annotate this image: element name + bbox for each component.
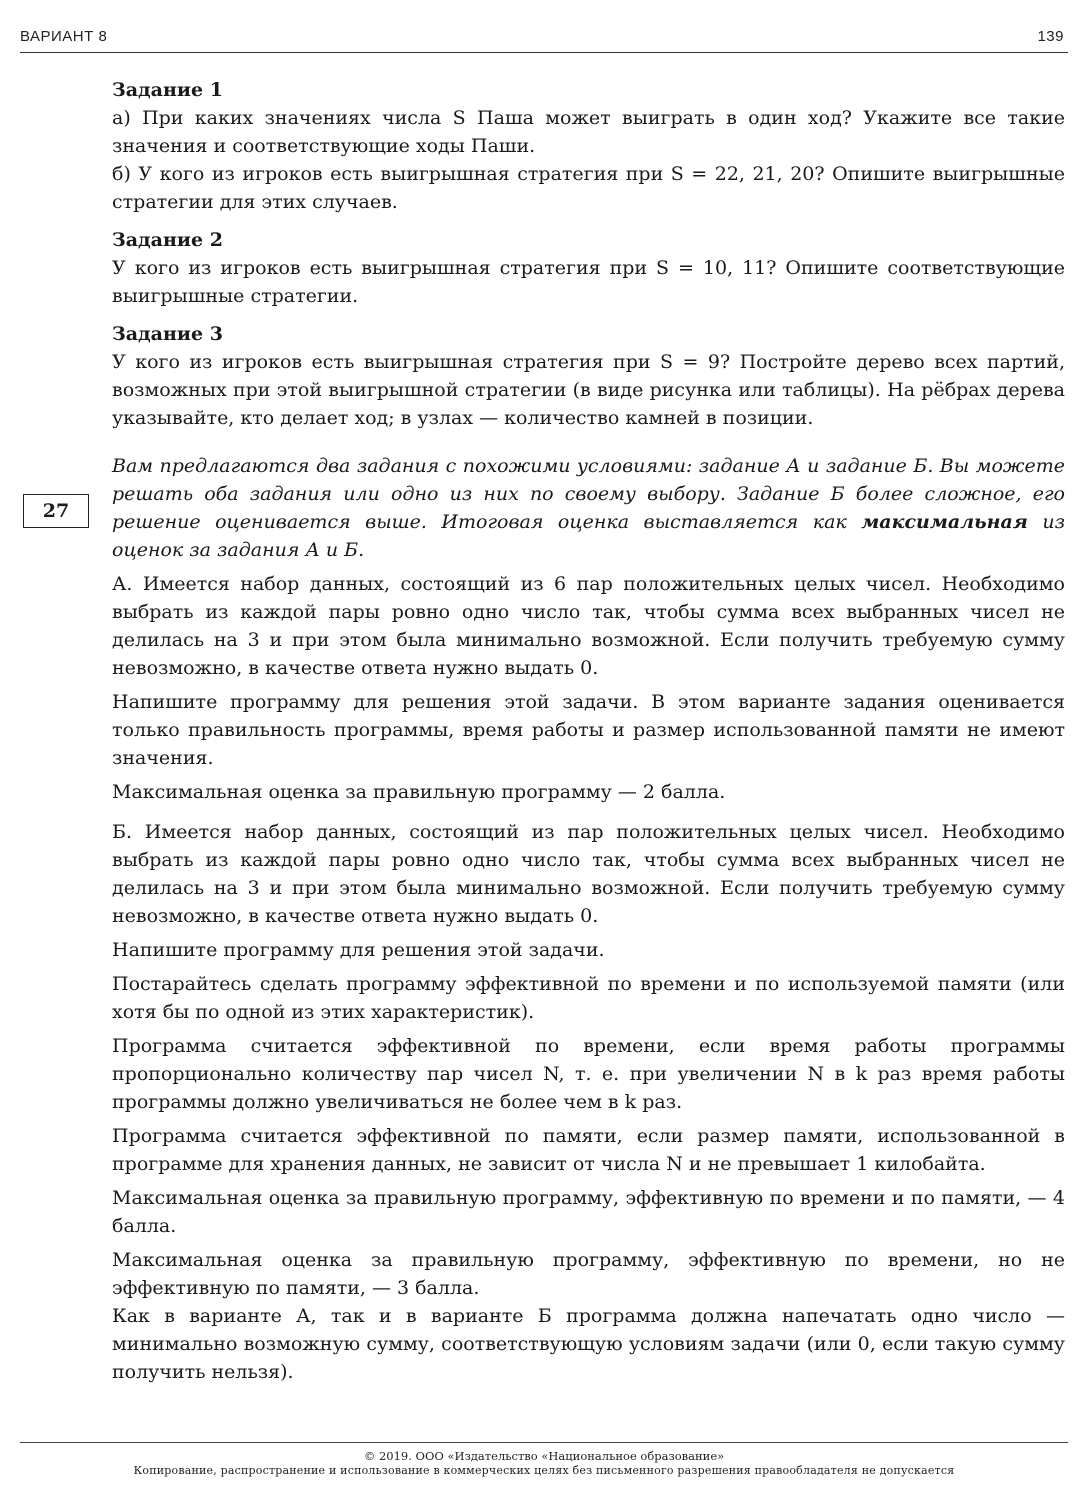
task-1	[112, 76, 1065, 216]
footer-copyright: © 2019. ООО «Издательство «Национальное образование»	[363, 1449, 725, 1463]
task-2-title: Задание 2	[112, 229, 223, 251]
task-1-line-b: б) У кого из игроков есть выигрышная стратегия при S = 22, 21, 20? Опишите выигрышные стратегии для этих случаев.	[112, 163, 1065, 213]
problem-27-para-8: Программа считается эффективной по памяти, если размер памяти, использованной в программе для хранения данных, не зависит от числа N и не превышает 1 килобайта.	[112, 1125, 1065, 1175]
task-1-line-a: а) При каких значениях числа S Паша может выиграть в один ход? Укажите все такие значения и соответствующие ходы Паши.	[112, 107, 1065, 157]
task-2-text: У кого из игроков есть выигрышная стратегия при S = 10, 11? Опишите соответствующие выигрышные стратегии.	[112, 257, 1065, 307]
task-2	[112, 226, 1065, 310]
problem-number-box: 27	[23, 494, 89, 528]
page-header	[20, 22, 1068, 53]
problem-27-para-1: А. Имеется набор данных, состоящий из 6 пар положительных целых чисел. Необходимо выбрать из каждой пары ровно одно число так, чтобы сумма всех выбранных чисел не делилась на 3 и при этом была минимально возможной. Если получить требуемую сумму невозможно, в качестве ответа нужно выдать 0.	[112, 573, 1065, 679]
problem-27-para-5: Напишите программу для решения этой задачи.	[112, 939, 605, 961]
problem-27-para-6: Постарайтесь сделать программу эффективной по времени и по используемой памяти (или хотя бы по одной из этих характеристик).	[112, 973, 1065, 1023]
variant-label: ВАРИАНТ 8	[20, 28, 108, 45]
problem-27-para-10: Максимальная оценка за правильную программу, эффективную по времени, но не эффективную по памяти, — 3 балла.	[112, 1249, 1065, 1299]
intro-text-2: из оценок за задания А и Б.	[112, 511, 1066, 561]
task-3-text: У кого из игроков есть выигрышная стратегия при S = 9? Постройте дерево всех партий, возможных при этой выигрышной стратегии (в виде рисунка или таблицы). На рёбрах дерева указывайте, кто делает ход; в узлах — количество камней в позиции.	[112, 351, 1065, 429]
problem-27-para-7: Программа считается эффективной по времени, если время работы программы пропорционально количеству пар чисел N, т. е. при увеличении N в k раз время работы программы должно увеличиваться не более чем в k раз.	[112, 1035, 1065, 1113]
intro-bold: максимальная	[861, 511, 1028, 533]
problem-27-para-4: Б. Имеется набор данных, состоящий из пар положительных целых чисел. Необходимо выбрать из каждой пары ровно одно число так, чтобы сумма всех выбранных чисел не делилась на 3 и при этом была минимально возможной. Если получить требуемую сумму невозможно, в качестве ответа нужно выдать 0.	[112, 821, 1065, 927]
problem-27-para-2: Напишите программу для решения этой задачи. В этом варианте задания оценивается только правильность программы, время работы и размер использованной памяти не имеют значения.	[112, 691, 1065, 769]
page-footer	[20, 1442, 1068, 1477]
task-1-title: Задание 1	[112, 79, 223, 101]
task-3	[112, 320, 1065, 432]
page-number: 139	[1037, 28, 1064, 45]
problem-27-para-3: Максимальная оценка за правильную программу — 2 балла.	[112, 781, 726, 803]
problem-27-para-11: Как в варианте А, так и в варианте Б программа должна напечатать одно число — минимально возможную сумму, соответствующую условиям задачи (или 0, если такую сумму получить нельзя).	[112, 1305, 1065, 1383]
problem-27-intro	[112, 452, 1065, 564]
problem-27-para-9: Максимальная оценка за правильную программу, эффективную по времени и по памяти, — 4 балла.	[112, 1187, 1065, 1237]
footer-legal: Копирование, распространение и использование в коммерческих целях без письменного разрешения правообладателя не допускается	[133, 1464, 955, 1477]
task-3-title: Задание 3	[112, 323, 223, 345]
page-content	[112, 76, 1065, 1386]
intro-text-1: Вам предлагаются два задания с похожими условиями: задание А и задание Б. Вы можете решать оба задания или одно из них по своему выбору. Задание Б более сложное, его решение оценивается выше. Итоговая оценка выставляется как	[112, 455, 1065, 533]
